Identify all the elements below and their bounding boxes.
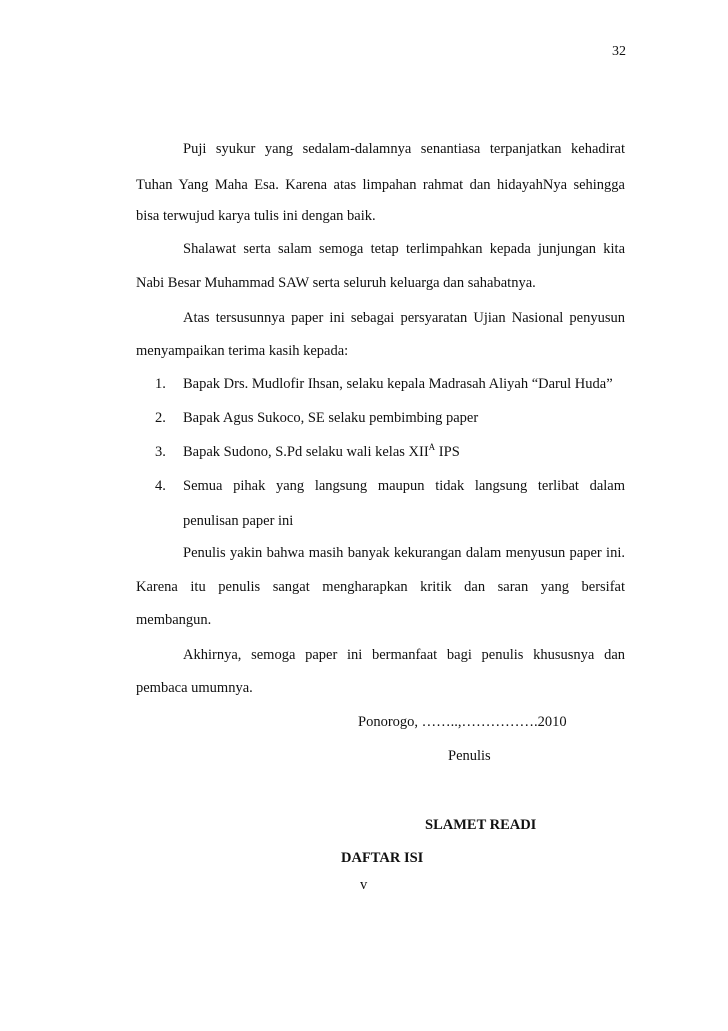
page-number: 32: [612, 44, 626, 59]
paragraph-4-line-2: Karena itu penulis sangat mengharapkan kritik dan saran yang bersifat: [136, 579, 625, 595]
paragraph-4-line-1: Penulis yakin bahwa masih banyak kekurangan dalam menyusun paper ini.: [183, 545, 625, 561]
signature-name: SLAMET READI: [425, 817, 537, 833]
list-item: [155, 376, 625, 393]
paragraph-1-line-2: Tuhan Yang Maha Esa. Karena atas limpahan rahmat dan hidayahNya sehingga: [136, 177, 625, 193]
list-item: [155, 410, 625, 427]
paragraph-2-line-1: Shalawat serta salam semoga tetap terlimpahkan kepada junjungan kita: [183, 241, 625, 257]
paragraph-3-line-1: Atas tersusunnya paper ini sebagai persyaratan Ujian Nasional penyusun: [183, 310, 625, 326]
list-text: Bapak Agus Sukoco, SE selaku pembimbing paper: [183, 410, 479, 426]
list-number: 3.: [155, 443, 166, 460]
signature-role: Penulis: [448, 748, 491, 764]
paragraph-5-line-1: Akhirnya, semoga paper ini bermanfaat bagi penulis khususnya dan: [183, 647, 625, 663]
list-number: 4.: [155, 478, 166, 494]
paragraph-2-line-2: Nabi Besar Muhammad SAW serta seluruh keluarga dan sahabatnya.: [136, 275, 536, 291]
list-text: Bapak Drs. Mudlofir Ihsan, selaku kepala Madrasah Aliyah “Darul Huda”: [183, 376, 613, 392]
list-number: 2.: [155, 410, 166, 426]
list-text: Bapak Sudono, S.Pd selaku wali kelas XII: [183, 443, 429, 460]
table-of-contents-heading: DAFTAR ISI: [341, 850, 424, 866]
signature-place-date: Ponorogo, ……..,…………….2010: [358, 714, 567, 730]
paragraph-1-line-1: Puji syukur yang sedalam-dalamnya senantiasa terpanjatkan kehadirat: [183, 141, 625, 157]
list-item: [155, 478, 625, 495]
list-item: [155, 442, 625, 461]
list-superscript: A: [428, 442, 436, 452]
list-number: 1.: [155, 376, 166, 392]
paragraph-4-line-3: membangun.: [136, 612, 212, 628]
list-item-continuation: penulisan paper ini: [183, 513, 294, 529]
paragraph-5-line-2: pembaca umumnya.: [136, 680, 253, 696]
roman-page-number: v: [360, 877, 368, 893]
list-text-after: IPS: [435, 443, 460, 460]
paragraph-1-line-3: bisa terwujud karya tulis ini dengan baik.: [136, 208, 376, 224]
list-text: Semua pihak yang langsung maupun tidak langsung terlibat dalam: [183, 478, 625, 494]
paragraph-3-line-2: menyampaikan terima kasih kepada:: [136, 343, 349, 359]
